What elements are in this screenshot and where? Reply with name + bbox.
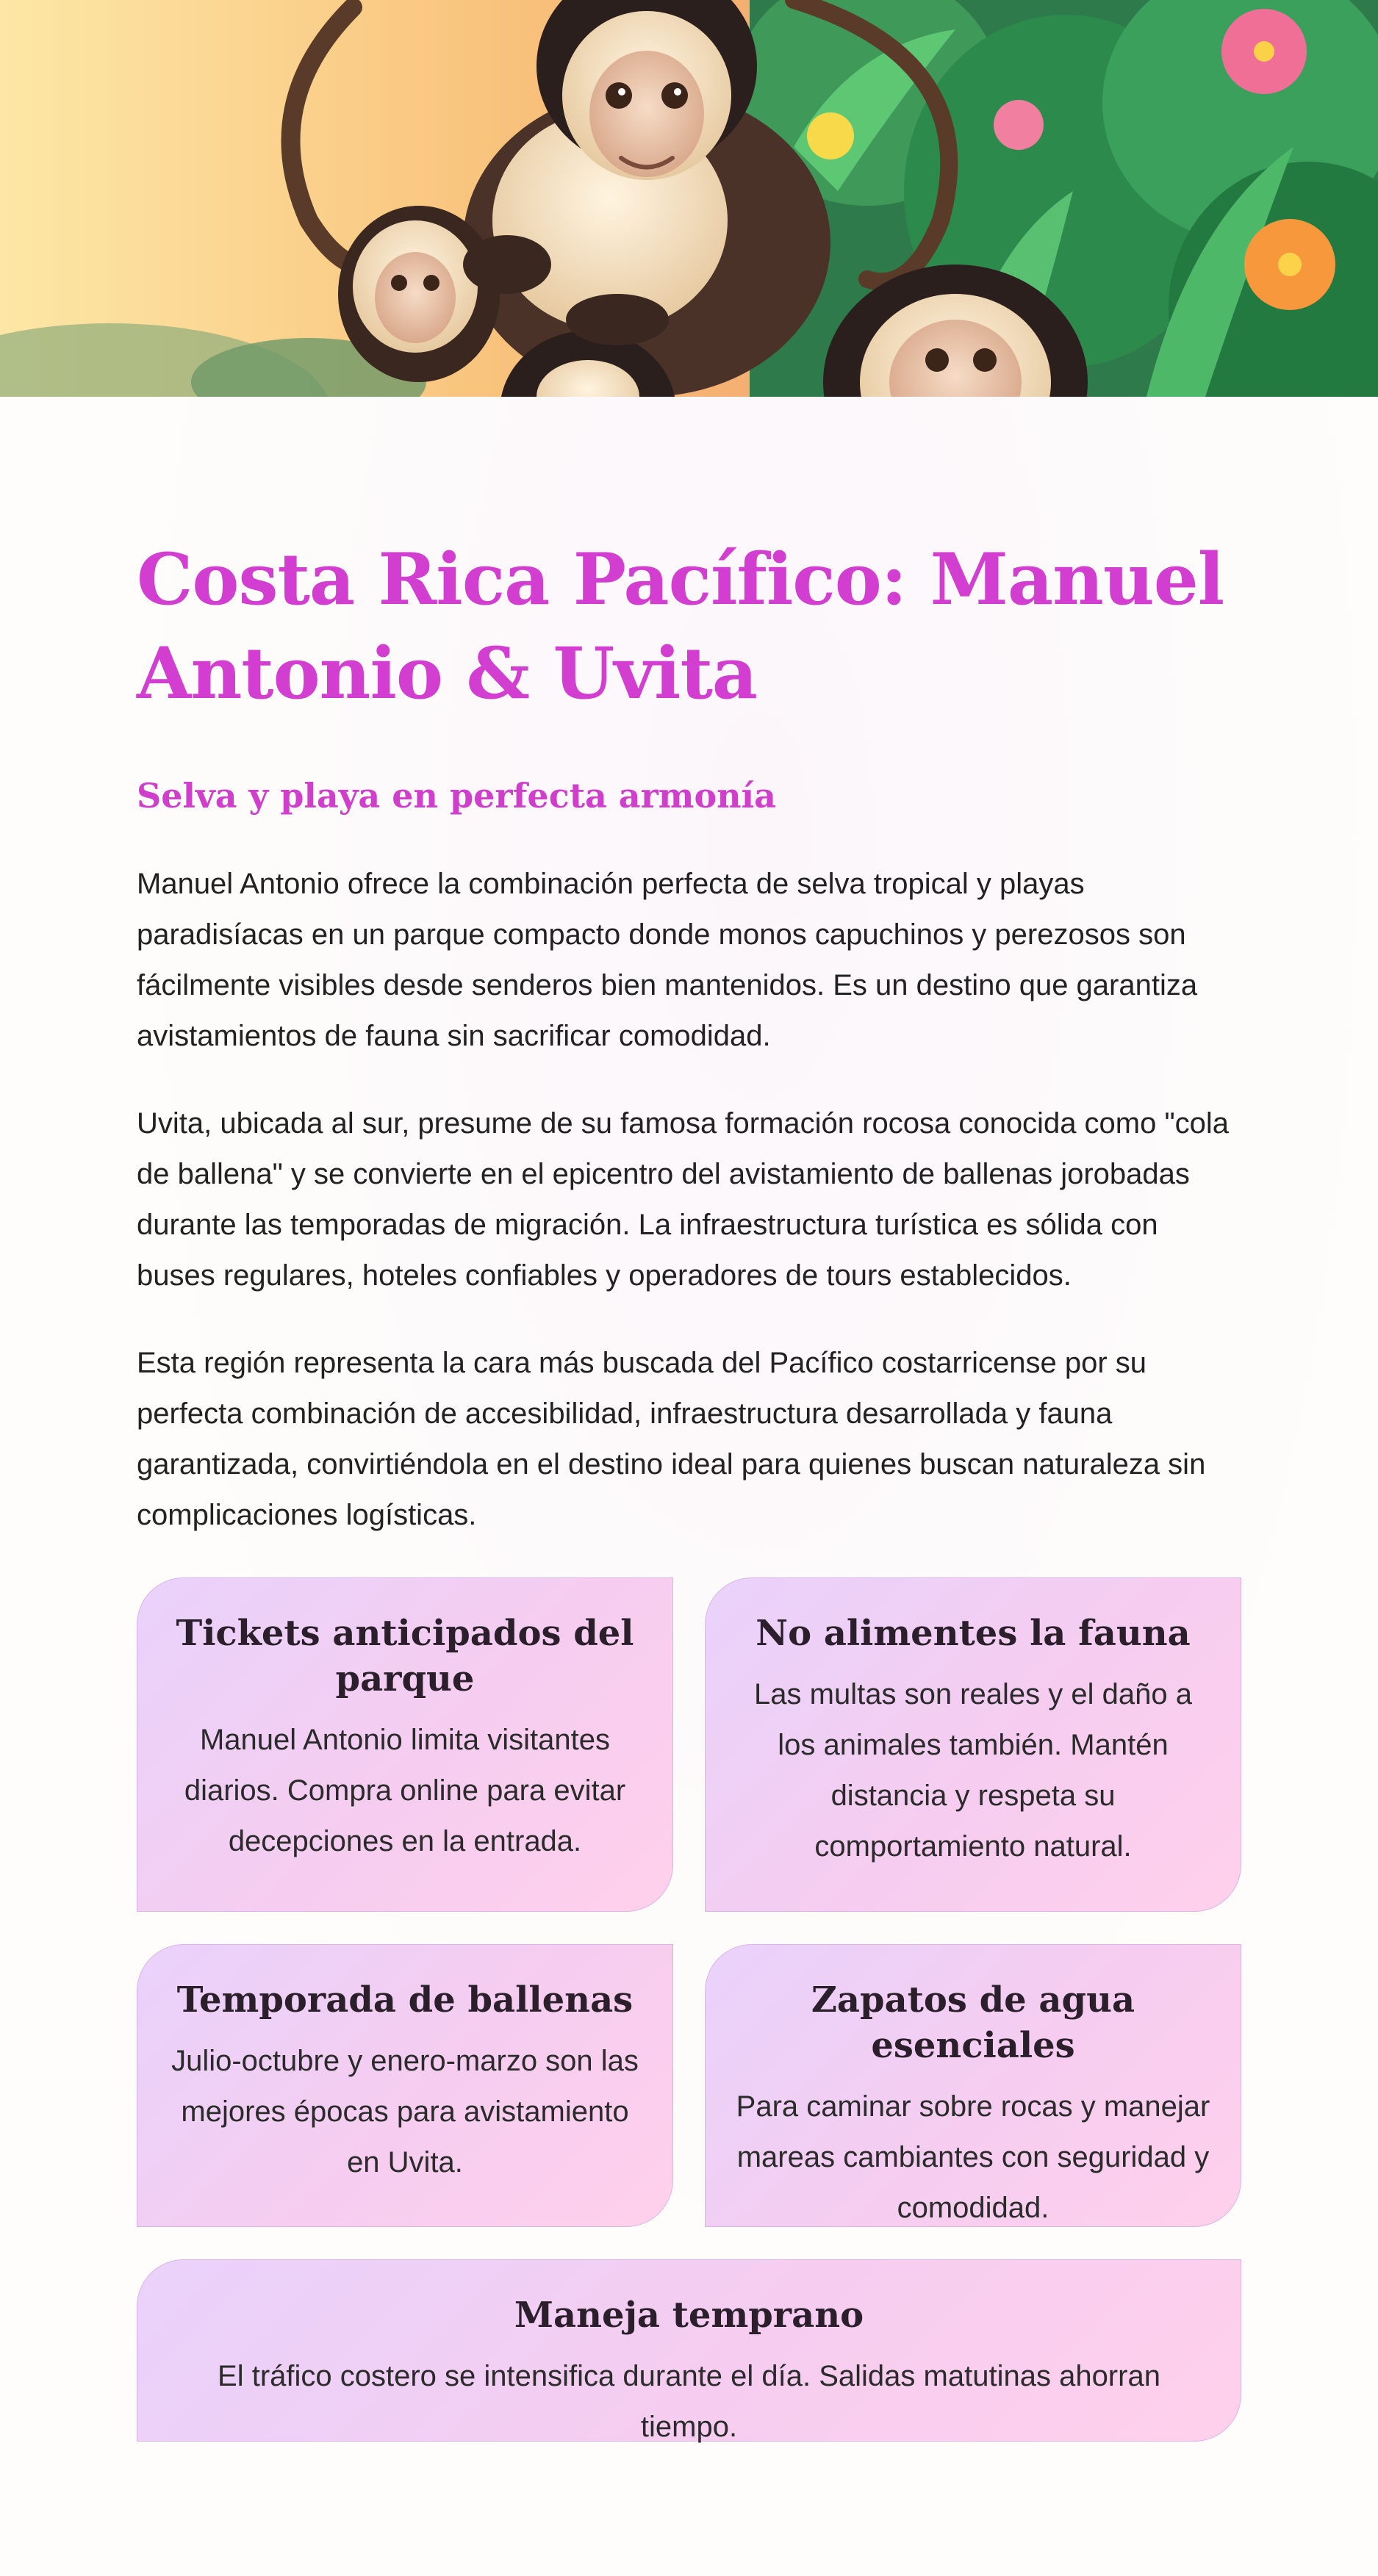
tip-card-title: Zapatos de agua esenciales <box>811 1979 1135 2066</box>
tip-card-title: Tickets anticipados del parque <box>176 1613 634 1699</box>
paragraph-region-summary: Esta región representa la cara más buscada del Pacífico costarricense por su perfecta combinación de accesibilidad, infraestructura desarrollada y fauna garantizada, convirtiéndola en el destino ideal para quienes buscan naturaleza sin complicaciones logísticas. <box>137 1347 1206 1531</box>
tip-card-text: Las multas son reales y el daño a los animales también. Mantén distancia y respeta su comportamiento natural. <box>754 1678 1192 1863</box>
article <box>137 533 1241 1541</box>
tip-card <box>705 1577 1241 1912</box>
paragraph-uvita: Uvita, ubicada al sur, presume de su famosa formación rocosa conocida como "cola de ballena" y se convierte en el epicentro del avistamiento de ballenas jorobadas durante las temporadas de migración. La infraestructura turística es sólida con buses regulares, hoteles confiables y operadores de tours establecidos. <box>137 1107 1230 1292</box>
tip-card-title: Maneja temprano <box>514 2295 864 2336</box>
tip-card-title: No alimentes la fauna <box>756 1613 1191 1654</box>
tip-card <box>705 1944 1241 2227</box>
tip-card <box>137 1577 673 1912</box>
page-subtitle: Selva y playa en perfecta armonía <box>137 776 776 816</box>
paragraph-manuel-antonio: Manuel Antonio ofrece la combinación perfecta de selva tropical y playas paradisíacas en un parque compacto donde monos capuchinos y perezosos son fácilmente visibles desde senderos bien mantenidos. Es un destino que garantiza avistamientos de fauna sin sacrificar comodidad. <box>137 868 1198 1052</box>
tip-card-title: Temporada de ballenas <box>176 1979 634 2021</box>
tip-card <box>137 2259 1241 2442</box>
tip-card-text: Julio-octubre y enero-marzo son las mejores épocas para avistamiento en Uvita. <box>171 2045 639 2179</box>
monkeys-jungle-illustration <box>0 0 1378 397</box>
tip-card <box>137 1944 673 2227</box>
hero-image <box>0 0 1378 397</box>
tip-card-text: Para caminar sobre rocas y manejar mareas cambiantes con seguridad y comodidad. <box>736 2090 1210 2224</box>
tip-card-text: El tráfico costero se intensifica durante el día. Salidas matutinas ahorran tiempo. <box>218 2360 1160 2443</box>
page-title: Costa Rica Pacífico: Manuel Antonio & Uvita <box>137 538 1224 715</box>
tip-card-text: Manuel Antonio limita visitantes diarios. Compra online para evitar decepciones en la entrada. <box>184 1724 626 1857</box>
